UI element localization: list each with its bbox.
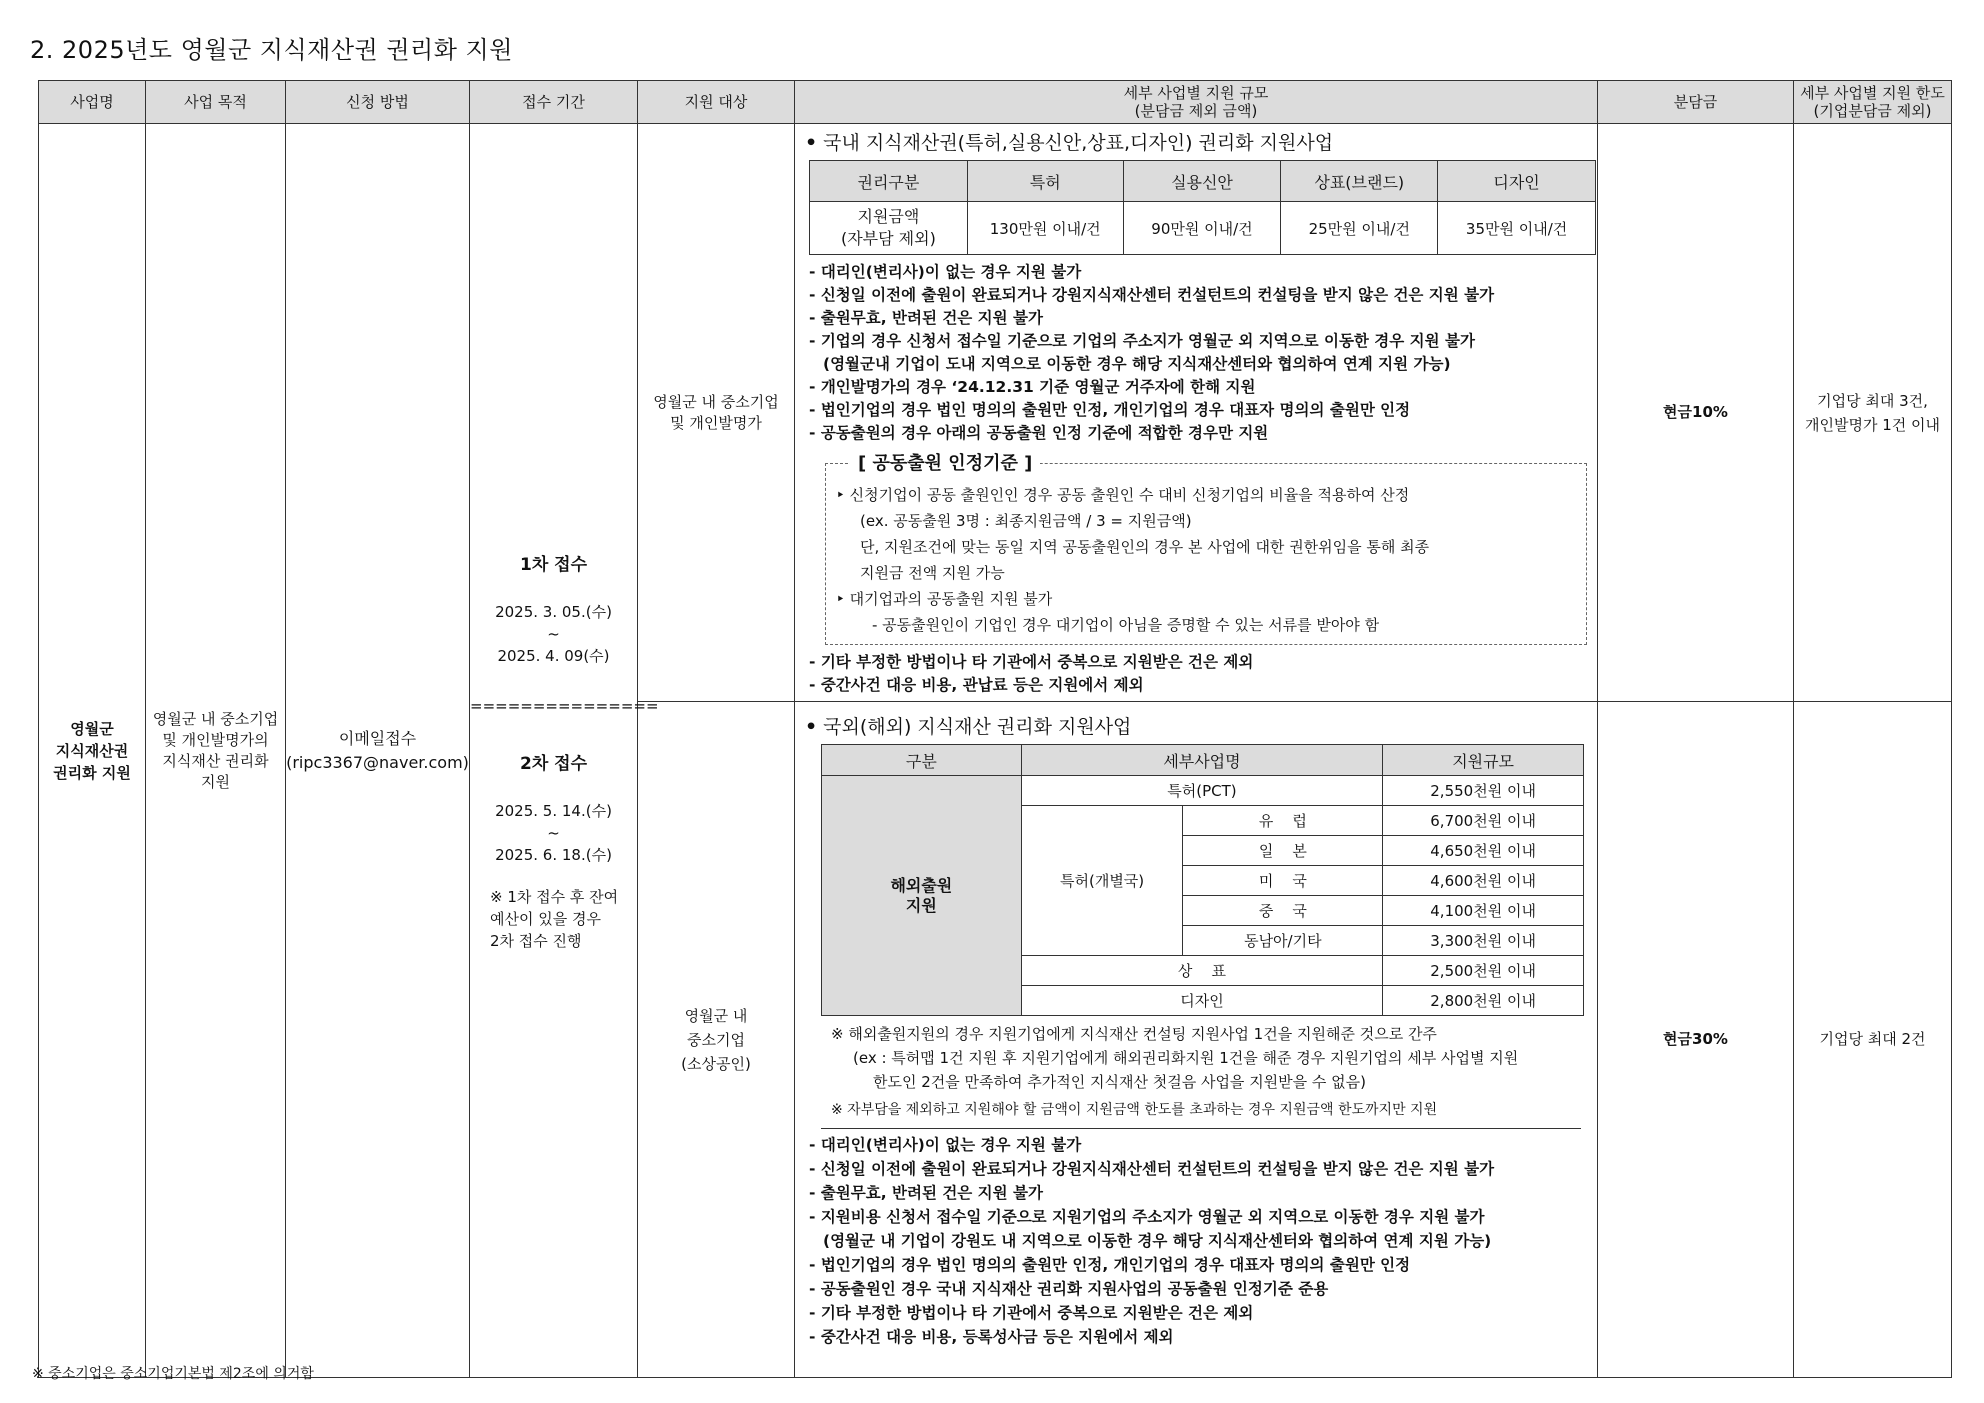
box-line: (ex. 공동출원 3명 : 최종지원금액 / 3 = 지원금액) xyxy=(860,512,1192,530)
domestic-share: 현금10% xyxy=(1598,124,1794,702)
country-name: 동남아/기타 xyxy=(1183,926,1383,956)
box-line: 지원금 전액 지원 가능 xyxy=(860,564,1005,582)
overseas-amount-table xyxy=(821,744,1584,1016)
domestic-row xyxy=(39,124,1952,702)
overseas-header-cell: 지원규모 xyxy=(1383,745,1584,776)
page-title: 2. 2025년도 영월군 지식재산권 권리화 지원 xyxy=(30,36,513,64)
note-line: 한도인 2건을 만족하여 추가적인 지식재산 첫걸음 사업을 지원받을 수 없음) xyxy=(873,1073,1367,1091)
rule-line: - 기타 부정한 방법이나 타 기관에서 중복으로 지원받은 건은 제외 xyxy=(809,1304,1254,1322)
overseas-share: 현금30% xyxy=(1598,702,1794,1378)
domestic-header-cell: 실용신안 xyxy=(1123,161,1281,202)
box-line: ‣ 대기업과의 공동출원 지원 불가 xyxy=(836,590,1053,608)
country-name: 유 럽 xyxy=(1183,806,1383,836)
domestic-amount-cell: 90만원 이내/건 xyxy=(1123,202,1281,255)
joint-application-box xyxy=(825,453,1587,645)
overseas-group-label: 해외출원 지원 xyxy=(822,776,1022,1016)
application-method: 이메일접수 (ripc3367@naver.com) xyxy=(286,124,470,1378)
box-line: - 공동출원인이 기업인 경우 대기업이 아님을 증명할 수 있는 서류를 받아야 함 xyxy=(872,616,1380,634)
divider xyxy=(821,1128,1581,1129)
col-header-method: 신청 방법 xyxy=(286,81,470,124)
overseas-target: 영월군 내 중소기업 (소상공인) xyxy=(638,702,795,1378)
col-header-name: 사업명 xyxy=(39,81,146,124)
round-separator: =============== xyxy=(470,696,659,715)
country-name: 일 본 xyxy=(1183,836,1383,866)
round1-end: 2025. 4. 09(수) xyxy=(497,646,610,665)
country-amount: 4,600천원 이내 xyxy=(1383,866,1584,896)
program-purpose: 영월군 내 중소기업 및 개인발명가의 지식재산 권리화 지원 xyxy=(146,124,286,1378)
rule-line: (영월군 내 기업이 강원도 내 지역으로 이동한 경우 해당 지식재산센터와 협의하여 연계 지원 가능) xyxy=(823,1232,1492,1250)
support-table xyxy=(38,80,1952,1378)
application-period xyxy=(470,124,659,1378)
rule-line: - 기타 부정한 방법이나 타 기관에서 중복으로 지원받은 건은 제외 xyxy=(809,653,1254,671)
domestic-header-cell: 상표(브랜드) xyxy=(1281,161,1438,202)
rule-line: - 출원무효, 반려된 건은 지원 불가 xyxy=(809,1184,1043,1202)
round1-start: 2025. 3. 05.(수) xyxy=(495,602,612,621)
rule-line: - 공동출원의 경우 아래의 공동출원 인정 기준에 적합한 경우만 지원 xyxy=(809,424,1269,442)
col-header-purpose: 사업 목적 xyxy=(146,81,286,124)
rule-line: - 대리인(변리사)이 없는 경우 지원 불가 xyxy=(809,263,1082,281)
rule-line: - 신청일 이전에 출원이 완료되거나 강원지식재산센터 컨설턴트의 컨설팅을 받지 않은 건은 지원 불가 xyxy=(809,286,1495,304)
col-header-share: 분담금 xyxy=(1598,81,1794,124)
rule-line: - 중간사건 대응 비용, 관납료 등은 지원에서 제외 xyxy=(809,676,1144,694)
col-header-period: 접수 기간 xyxy=(470,81,638,124)
design-label: 디자인 xyxy=(1021,986,1383,1016)
box-line: ‣ 신청기업이 공동 출원인인 경우 공동 출원인 수 대비 신청기업의 비율을 적용하여 산정 xyxy=(836,486,1410,504)
domestic-amount-cell: 130만원 이내/건 xyxy=(967,202,1123,255)
country-amount: 4,100천원 이내 xyxy=(1383,896,1584,926)
domestic-amount-label: 지원금액 (자부담 제외) xyxy=(810,202,968,255)
country-name: 미 국 xyxy=(1183,866,1383,896)
pct-amount: 2,550천원 이내 xyxy=(1383,776,1584,806)
rule-line: - 공동출원인 경우 국내 지식재산 권리화 지원사업의 공동출원 인정기준 준용 xyxy=(809,1280,1329,1298)
round2-end: 2025. 6. 18.(수) xyxy=(495,845,612,864)
col-header-target: 지원 대상 xyxy=(638,81,795,124)
individual-country-label: 특허(개별국) xyxy=(1021,806,1183,956)
domestic-amount-cell: 35만원 이내/건 xyxy=(1438,202,1596,255)
rule-line: - 출원무효, 반려된 건은 지원 불가 xyxy=(809,309,1043,327)
overseas-header-cell: 세부사업명 xyxy=(1021,745,1383,776)
col-header-limit: 세부 사업별 지원 한도 (기업분담금 제외) xyxy=(1794,81,1952,124)
round2-label: 2차 접수 xyxy=(519,753,587,774)
overseas-detail xyxy=(795,702,1598,1378)
overseas-section-title: • 국외(해외) 지식재산 권리화 지원사업 xyxy=(805,716,1132,738)
country-amount: 3,300천원 이내 xyxy=(1383,926,1584,956)
footnote: ※ 중소기업은 중소기업기본법 제2조에 의거함 xyxy=(32,1366,314,1382)
rule-line: - 개인발명가의 경우 ‘24.12.31 기준 영월군 거주자에 한해 지원 xyxy=(809,378,1256,396)
rule-line: - 기업의 경우 신청서 접수일 기준으로 기업의 주소지가 영월군 외 지역으로 이동한 경우 지원 불가 xyxy=(809,332,1475,350)
col-header-scale: 세부 사업별 지원 규모 (분담금 제외 금액) xyxy=(795,81,1598,124)
rule-line: - 법인기업의 경우 법인 명의의 출원만 인정, 개인기업의 경우 대표자 명의의 출원만 인정 xyxy=(809,1256,1411,1274)
rule-line: - 대리인(변리사)이 없는 경우 지원 불가 xyxy=(809,1136,1082,1154)
header-row xyxy=(39,81,1952,124)
domestic-limit: 기업당 최대 3건, 개인발명가 1건 이내 xyxy=(1794,124,1952,702)
domestic-rules xyxy=(809,261,1591,445)
domestic-amount-table xyxy=(809,160,1596,255)
trademark-label: 상 표 xyxy=(1021,956,1383,986)
domestic-target: 영월군 내 중소기업 및 개인발명가 xyxy=(638,124,795,702)
overseas-rules xyxy=(809,1133,1591,1349)
overseas-limit: 기업당 최대 2건 xyxy=(1794,702,1952,1378)
pct-label: 특허(PCT) xyxy=(1021,776,1383,806)
program-name: 영월군 지식재산권 권리화 지원 xyxy=(39,124,146,1378)
note-line: ※ 해외출원지원의 경우 지원기업에게 지식재산 컨설팅 지원사업 1건을 지원해준 것으로 간주 xyxy=(831,1025,1437,1043)
round-note: ※ 1차 접수 후 잔여 예산이 있을 경우 2차 접수 진행 xyxy=(490,887,619,950)
domestic-amount-cell: 25만원 이내/건 xyxy=(1281,202,1438,255)
rule-line: (영월군내 기업이 도내 지역으로 이동한 경우 해당 지식재산센터와 협의하여 연계 지원 가능) xyxy=(823,355,1451,373)
country-amount: 4,650천원 이내 xyxy=(1383,836,1584,866)
trademark-amount: 2,500천원 이내 xyxy=(1383,956,1584,986)
overseas-header-cell: 구분 xyxy=(822,745,1022,776)
overseas-notes xyxy=(831,1022,1591,1122)
round1-tilde: ~ xyxy=(547,624,560,643)
domestic-detail xyxy=(795,124,1598,702)
rule-line: - 중간사건 대응 비용, 등록성사금 등은 지원에서 제외 xyxy=(809,1328,1174,1346)
rule-line: - 지원비용 신청서 접수일 기준으로 지원기업의 주소지가 영월군 외 지역으로 이동한 경우 지원 불가 xyxy=(809,1208,1485,1226)
box-line: 단, 지원조건에 맞는 동일 지역 공동출원인의 경우 본 사업에 대한 권한위임을 통해 최종 xyxy=(860,538,1430,556)
domestic-header-cell: 특허 xyxy=(967,161,1123,202)
domestic-header-cell: 권리구분 xyxy=(810,161,968,202)
domestic-rules-after xyxy=(809,651,1591,697)
rule-line: - 신청일 이전에 출원이 완료되거나 강원지식재산센터 컨설턴트의 컨설팅을 받지 않은 건은 지원 불가 xyxy=(809,1160,1495,1178)
round1-label: 1차 접수 xyxy=(519,554,587,575)
rule-line: - 법인기업의 경우 법인 명의의 출원만 인정, 개인기업의 경우 대표자 명의의 출원만 인정 xyxy=(809,401,1411,419)
note-line: (ex : 특허맵 1건 지원 후 지원기업에게 해외권리화지원 1건을 해준 경우 지원기업의 세부 사업별 지원 xyxy=(853,1049,1519,1067)
domestic-header-cell: 디자인 xyxy=(1438,161,1596,202)
domestic-section-title: • 국내 지식재산권(특허,실용신안,상표,디자인) 권리화 지원사업 xyxy=(805,132,1334,154)
round2-start: 2025. 5. 14.(수) xyxy=(495,801,612,820)
round2-tilde: ~ xyxy=(547,823,560,842)
note-line: ※ 자부담을 제외하고 지원해야 할 금액이 지원금액 한도를 초과하는 경우 지원금액 한도까지만 지원 xyxy=(831,1102,1438,1118)
design-amount: 2,800천원 이내 xyxy=(1383,986,1584,1016)
joint-application-title: [ 공동출원 인정기준 ] xyxy=(850,449,1040,475)
country-name: 중 국 xyxy=(1183,896,1383,926)
country-amount: 6,700천원 이내 xyxy=(1383,806,1584,836)
